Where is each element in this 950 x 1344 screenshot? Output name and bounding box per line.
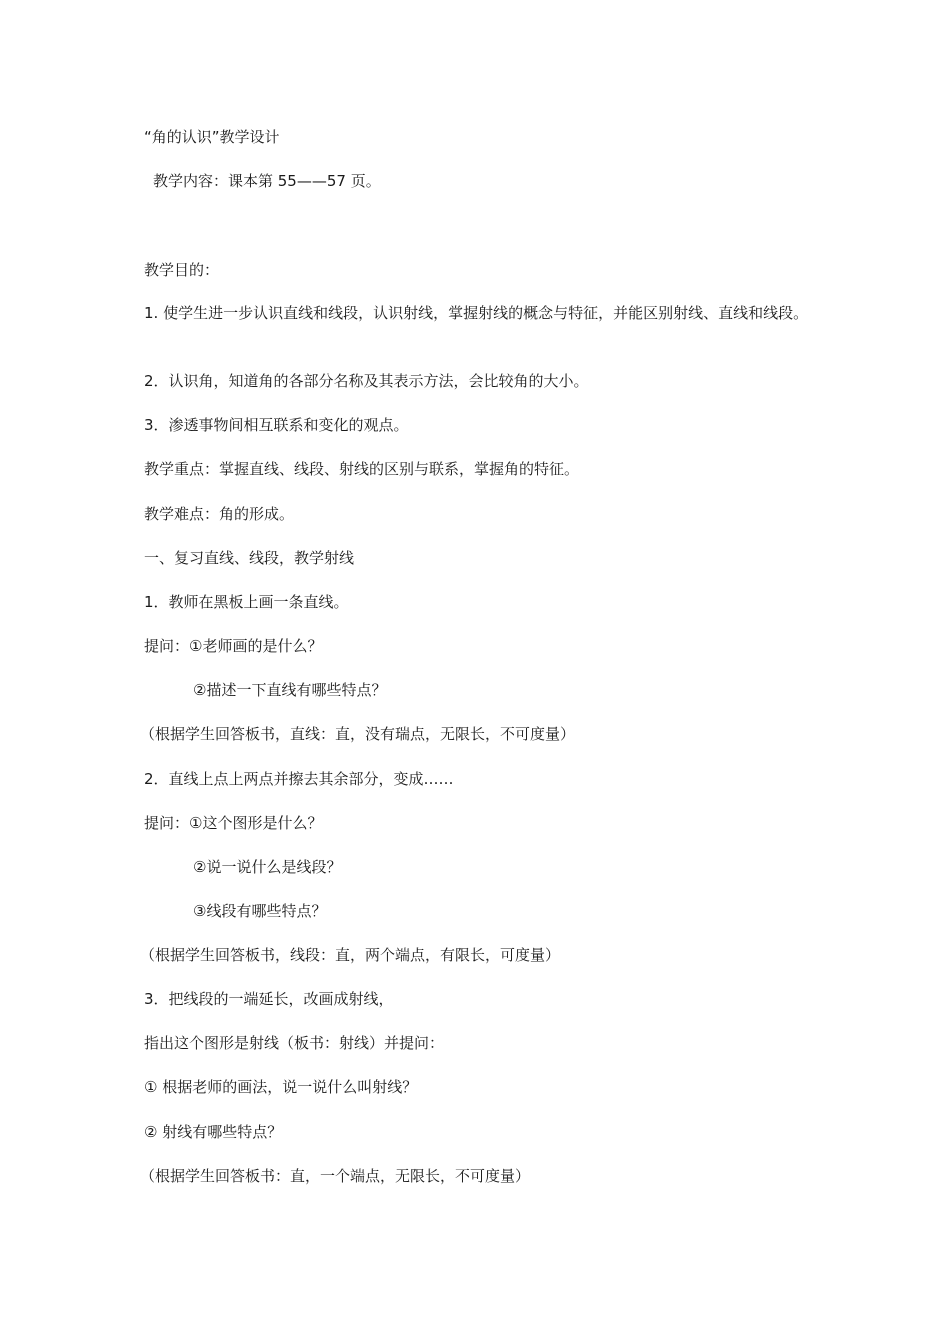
step-3-board-note: （根据学生回答板书：直，一个端点，无限长，不可度量） [140,1167,531,1185]
step-2-question-1: 提问：①这个图形是什么？ [144,814,323,832]
step-2-question-3: ③线段有哪些特点？ [193,902,327,920]
step-1-question-2: ②描述一下直线有哪些特点？ [193,681,387,699]
step-1-question-1: 提问：①老师画的是什么？ [144,637,323,655]
step-3-intro: 指出这个图形是射线（板书：射线）并提问： [144,1034,445,1052]
step-3-question-1: ① 根据老师的画法，说一说什么叫射线？ [144,1078,418,1096]
document-title: “角的认识”教学设计 [144,128,280,146]
objective-item-1: 1. 使学生进一步认识直线和线段，认识射线，掌握射线的概念与特征，并能区别射线、直线和线段。 [144,304,809,322]
section-heading: 一、复习直线、线段，教学射线 [144,549,355,567]
step-1-board-note: （根据学生回答板书，直线：直，没有瑞点，无限长，不可度量） [140,725,576,743]
step-3: 3．把线段的一端延长，改画成射线， [144,990,394,1008]
step-2: 2．直线上点上两点并擦去其余部分，变成…… [144,770,454,788]
step-1: 1．教师在黑板上画一条直线。 [144,593,349,611]
teaching-content-line: 教学内容：课本第 55——57 页。 [153,172,381,190]
objective-item-3: 3．渗透事物间相互联系和变化的观点。 [144,416,409,434]
step-2-board-note: （根据学生回答板书，线段：直，两个端点，有限长，可度量） [140,946,561,964]
key-point: 教学重点：掌握直线、线段、射线的区别与联系，掌握角的特征。 [144,460,580,478]
difficult-point: 教学难点：角的形成。 [144,505,295,523]
objectives-heading: 教学目的： [144,261,220,279]
step-3-question-2: ② 射线有哪些特点？ [144,1123,283,1141]
objective-item-2: 2．认识角，知道角的各部分名称及其表示方法，会比较角的大小。 [144,372,589,390]
step-2-question-2: ②说一说什么是线段？ [193,858,342,876]
